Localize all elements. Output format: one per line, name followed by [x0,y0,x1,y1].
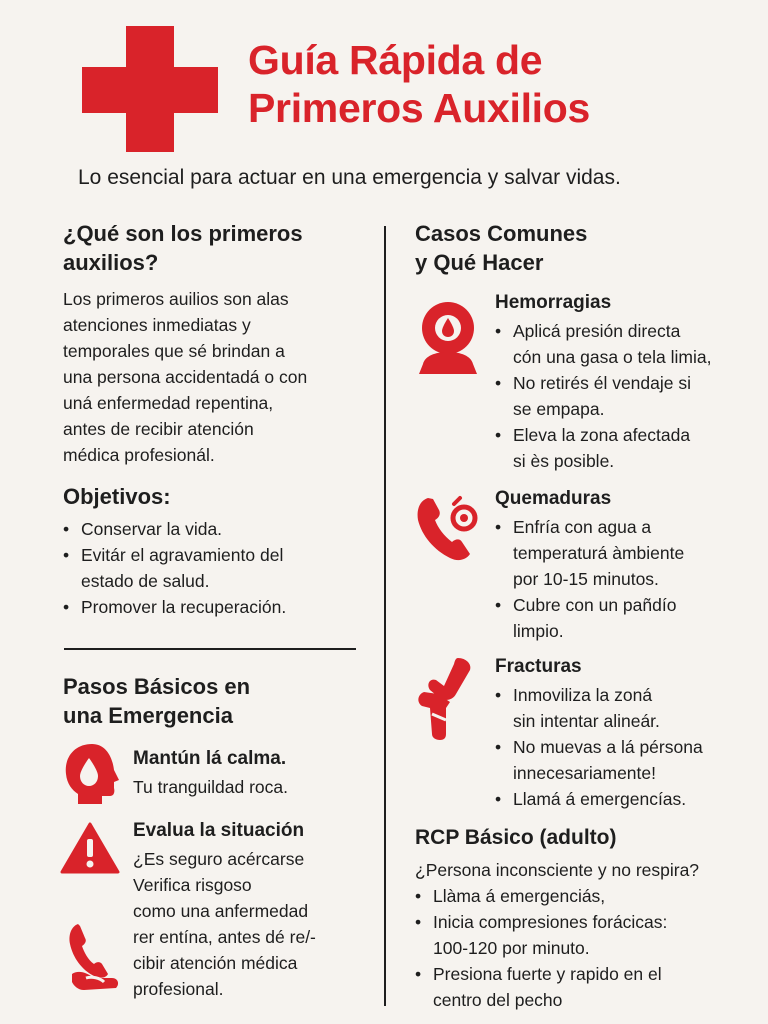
para-line: temporales que sé brindan a [63,341,285,361]
para-line: médica profesionál. [63,445,215,465]
list-item [415,909,667,961]
list-item [63,516,286,542]
cpr-question: ¿Persona inconsciente y no respira? [415,860,700,880]
list-item [495,422,711,474]
list-item [63,542,286,594]
steps-heading-line-1: Pasos Básicos en [63,674,251,699]
steps-heading-line-2: una Emergencia [63,703,233,728]
hemorrhage-list [495,318,711,474]
para-line: Los primeros auilios son alas [63,289,289,309]
list-item [495,318,711,370]
step2-line: como una anfermedad [133,901,309,921]
what-heading [63,219,303,277]
list-item [495,734,703,786]
cases-heading-line-1: Casos Comunes [415,221,588,246]
cases-heading [415,219,587,277]
cases-heading-line-2: y Qué Hacer [415,250,544,275]
what-heading-line-2: auxilios? [63,250,159,275]
list-item [495,514,684,592]
item-text: No muevas a lá pérsona [513,737,703,757]
para-line: uná enfermedad repentina, [63,393,274,413]
item-text: Eleva la zona afectada [513,425,691,445]
step2-title: Evalua la situación [133,820,305,841]
item-text: Llàma á emergenciás, [433,886,606,906]
title-line-1: Guía Rápida de [248,37,543,83]
page-title [248,36,590,132]
item-text-2: estado de salud. [81,571,210,591]
step2-line: Verifica risgoso [133,875,252,895]
column-divider [384,226,386,1006]
step2-line: profesional. [133,979,224,999]
hemorrhage-icon [415,300,481,376]
section-divider [64,648,356,650]
objectives-list [63,516,286,620]
fractures-title: Fracturas [495,656,582,677]
para-line: atenciones inmediatas y [63,315,251,335]
para-line: antes de recibir atención [63,419,254,439]
what-heading-line-1: ¿Qué son los primeros [63,221,303,246]
item-text-2: se empapa. [513,399,605,419]
item-text-2: cón una gasa o tela limia, [513,347,712,367]
calm-head-icon [62,742,122,806]
step2-line: rer entína, antes dé re/- [133,927,316,947]
cpr-list [415,883,667,1013]
list-item [63,594,286,620]
item-text: Evitár el agravamiento del [81,545,284,565]
step1-text [133,774,288,800]
red-cross-icon [82,26,218,152]
step2-line: ¿Es seguro acércarse [133,849,305,869]
burn-phone-icon [414,494,482,564]
item-text-3: por 10-15 minutos. [513,569,659,589]
warning-icon [60,822,120,874]
item-text: No retirés él vendaje si [513,373,691,393]
step1-line: Tu tranguildad roca. [133,777,288,797]
objectives-heading: Objetivos: [63,484,171,509]
cpr-title: RCP Básico (adulto) [415,826,617,849]
list-item [415,883,667,909]
title-line-2: Primeros Auxilios [248,85,590,131]
fracture-bone-icon [414,656,476,742]
step1-title: Mantún lá calma. [133,748,287,769]
item-text: Cubre con un pañdío [513,595,677,615]
item-text: Conservar la vida. [81,519,223,539]
burns-title: Quemaduras [495,488,612,509]
item-text-2: 100-120 por minuto. [433,938,590,958]
item-text: Inmoviliza la zoná [513,685,653,705]
list-item [495,370,711,422]
item-text-2: temperaturá àmbiente [513,543,685,563]
list-item [495,786,703,812]
item-text-2: innecesariamente! [513,763,656,783]
list-item [495,682,703,734]
item-text: Inicia compresiones forácicas: [433,912,668,932]
subtitle: Lo esencial para actuar en una emergencia y salvar vidas. [78,166,621,189]
item-text: Aplicá presión directa [513,321,681,341]
item-text-2: sin intentar alineár. [513,711,660,731]
fractures-list [495,682,703,812]
what-paragraph [63,286,307,468]
step2-text [133,846,316,1002]
list-item [495,592,684,644]
list-item [415,961,667,1013]
hemorrhage-title: Hemorragias [495,292,612,313]
item-text-2: limpio. [513,621,564,641]
item-text: Llamá á emergencías. [513,789,687,809]
para-line: una persona accidentadá o con [63,367,308,387]
item-text: Enfría con agua a [513,517,652,537]
burns-list [495,514,684,644]
item-text: Presiona fuerte y rapido en el [433,964,662,984]
steps-heading [63,672,250,730]
item-text-2: si ès posible. [513,451,615,471]
item-text-2: centro del pecho [433,990,563,1010]
step2-line: cibir atención médica [133,953,298,973]
item-text: Promover la recuperación. [81,597,287,617]
phone-hand-icon [64,920,124,992]
